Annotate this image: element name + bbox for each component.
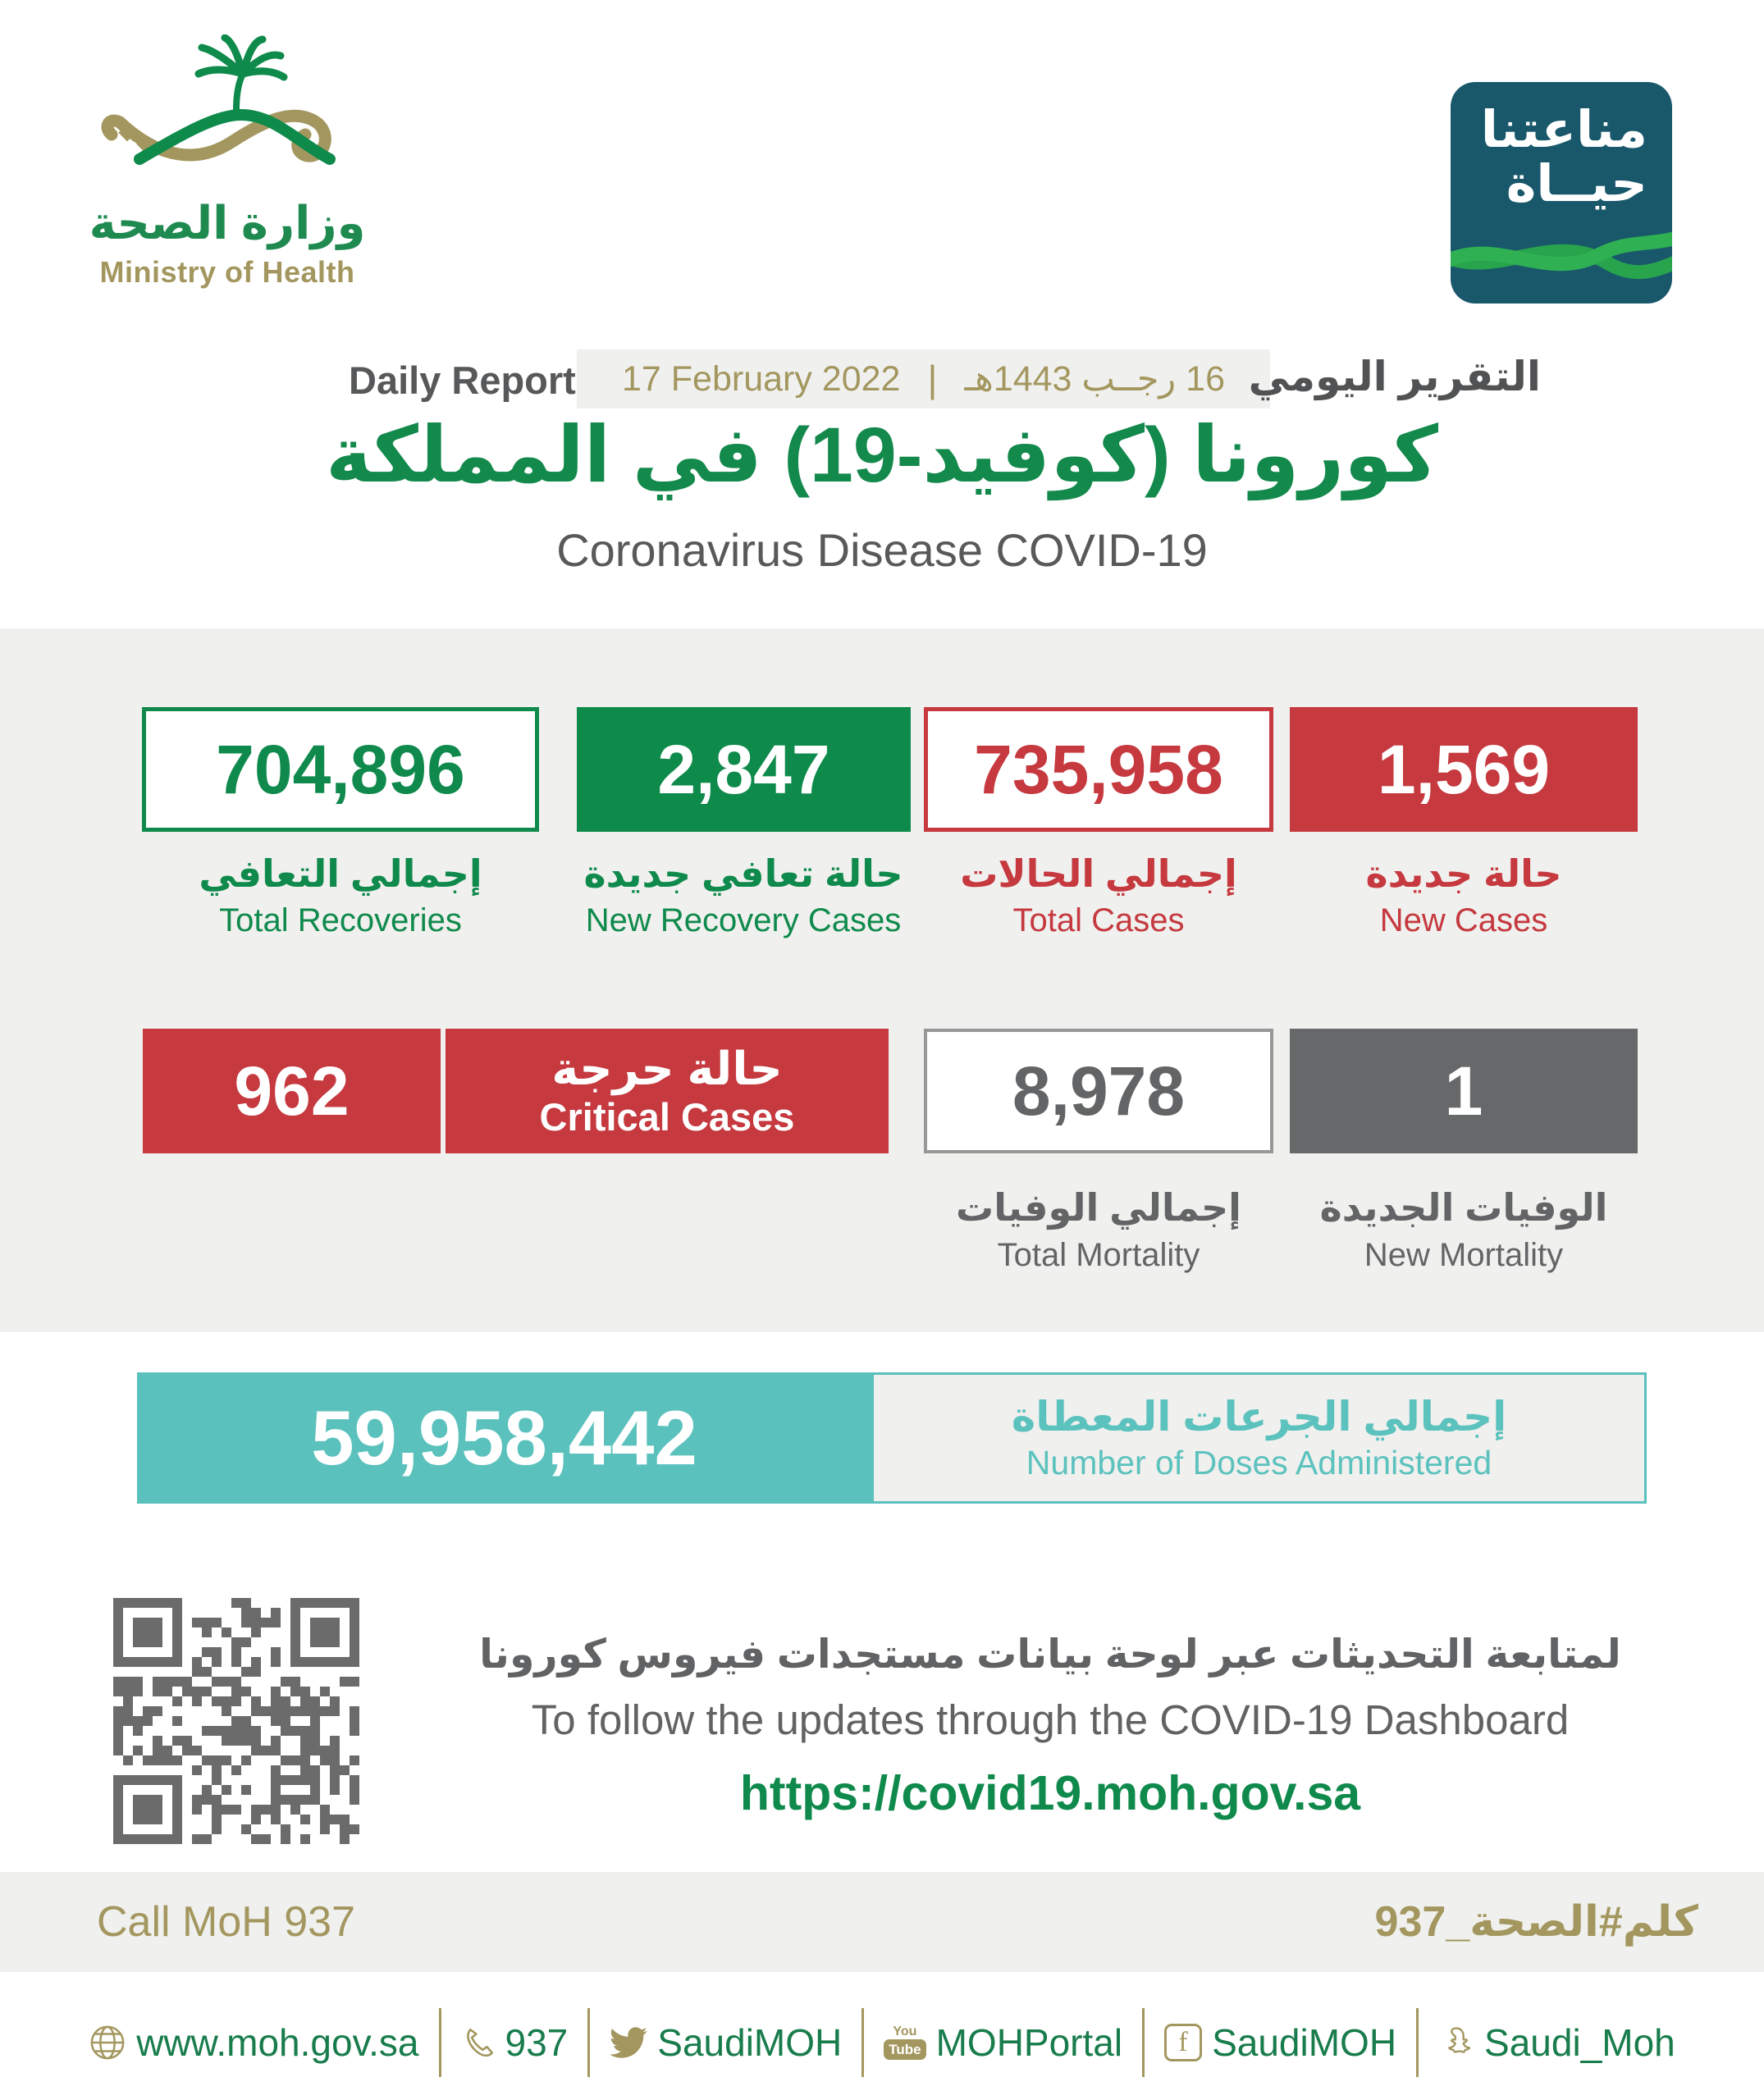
immunity-badge-line1: مناعتنا bbox=[1480, 102, 1647, 158]
doses-label-en: Number of Doses Administered bbox=[1026, 1443, 1492, 1481]
immunity-badge-text bbox=[1481, 103, 1647, 211]
footer-item-label: MOHPortal bbox=[935, 2021, 1123, 2064]
footer-item-label: www.moh.gov.sa bbox=[136, 2021, 419, 2064]
footer-divider bbox=[1142, 2008, 1145, 2077]
footer-item-website[interactable] bbox=[89, 2020, 418, 2065]
footer-social-bar bbox=[0, 2008, 1764, 2077]
footer-item-phone[interactable] bbox=[461, 2020, 569, 2065]
moh-logo-arabic: وزارة الصحة bbox=[89, 197, 366, 249]
footer-item-label: 937 bbox=[505, 2021, 569, 2064]
youtube-icon: You Tube bbox=[884, 2025, 925, 2060]
qr-code bbox=[113, 1598, 359, 1844]
new-recovery-cases-value: 2,847 bbox=[577, 707, 911, 832]
new-recovery-cases-label-en: New Recovery Cases bbox=[585, 902, 902, 938]
immunity-badge-line2: حيــاة bbox=[1506, 155, 1647, 212]
new-recovery-cases-label-ar: حالة تعافي جديدة bbox=[583, 852, 903, 895]
footer-item-label: SaudiMOH bbox=[1212, 2021, 1397, 2064]
new-cases-label-en: New Cases bbox=[1379, 902, 1548, 938]
critical-cases-label-ar: حالة حرجة bbox=[551, 1042, 783, 1094]
moh-logo bbox=[75, 34, 379, 290]
footer-item-facebook[interactable] bbox=[1164, 2020, 1396, 2065]
dashboard-line-en: To follow the updates through the COVID-19 Dashboard bbox=[531, 1696, 1570, 1743]
total-mortality-label-ar: إجمالي الوفيات bbox=[956, 1186, 1241, 1229]
footer-item-youtube[interactable] bbox=[884, 2020, 1122, 2065]
new-mortality-value: 1 bbox=[1290, 1029, 1638, 1153]
total-recoveries-label-en: Total Recoveries bbox=[219, 902, 462, 938]
footer-item-snapchat[interactable] bbox=[1438, 2020, 1675, 2065]
call-moh-label-en: Call MoH 937 bbox=[97, 1898, 356, 1946]
dashboard-url-link[interactable]: https://covid19.moh.gov.sa bbox=[739, 1766, 1361, 1820]
doses-label-ar: إجمالي الجرعات المعطاة bbox=[1011, 1393, 1507, 1440]
footer-divider bbox=[439, 2008, 441, 2077]
immunity-life-badge bbox=[1451, 82, 1672, 304]
total-recoveries-label-ar: إجمالي التعافي bbox=[199, 852, 482, 895]
total-recoveries-value: 704,896 bbox=[142, 707, 539, 832]
footer-item-label: SaudiMOH bbox=[657, 2021, 843, 2064]
daily-report-label-en: Daily Report bbox=[349, 358, 576, 402]
footer-divider bbox=[861, 2008, 864, 2077]
doses-administered-value: 59,958,442 bbox=[137, 1372, 871, 1504]
gregorian-date: 17 February 2022 bbox=[622, 358, 901, 399]
critical-cases-label-en: Critical Cases bbox=[539, 1094, 795, 1139]
total-mortality-value: 8,978 bbox=[924, 1029, 1273, 1153]
moh-logo-english: Ministry of Health bbox=[99, 255, 355, 289]
footer-divider bbox=[1416, 2008, 1419, 2077]
critical-cases-value: 962 bbox=[143, 1029, 441, 1153]
moh-emblem-icon bbox=[92, 34, 363, 194]
doses-administered-label-box bbox=[871, 1372, 1647, 1504]
new-cases-value: 1,569 bbox=[1290, 707, 1638, 832]
new-mortality-label-ar: الوفيات الجديدة bbox=[1319, 1186, 1608, 1229]
hijri-date: 16 رجــب 1443هـ bbox=[964, 359, 1225, 399]
globe-icon bbox=[89, 2024, 126, 2061]
dashboard-info bbox=[386, 1631, 1715, 1821]
page-title-arabic: كورونا (كوفيد-19) في المملكة bbox=[326, 412, 1438, 499]
date-pill bbox=[577, 349, 1270, 409]
footer-divider bbox=[587, 2008, 590, 2077]
call-moh-hashtag-ar: كلم#الصحة_937 bbox=[1374, 1898, 1698, 1946]
dashboard-line-ar: لمتابعة التحديثات عبر لوحة بيانات مستجدات فيروس كورونا bbox=[479, 1632, 1621, 1677]
total-cases-value: 735,958 bbox=[924, 707, 1273, 832]
footer-item-twitter[interactable] bbox=[610, 2020, 842, 2065]
phone-icon bbox=[461, 2025, 496, 2060]
page-title-english: Coronavirus Disease COVID-19 bbox=[556, 524, 1208, 576]
facebook-icon: f bbox=[1164, 2024, 1202, 2061]
footer-item-label: Saudi_Moh bbox=[1484, 2021, 1675, 2064]
date-divider: | bbox=[927, 358, 938, 400]
twitter-icon bbox=[610, 2024, 647, 2061]
new-cases-label-ar: حالة جديدة bbox=[1365, 852, 1562, 895]
snapchat-icon bbox=[1438, 2025, 1474, 2061]
total-cases-label-ar: إجمالي الحالات bbox=[960, 852, 1237, 895]
total-cases-label-en: Total Cases bbox=[1012, 902, 1185, 938]
total-mortality-label-en: Total Mortality bbox=[997, 1237, 1200, 1273]
critical-cases-label-box bbox=[446, 1029, 889, 1153]
new-mortality-label-en: New Mortality bbox=[1364, 1237, 1564, 1273]
wave-icon bbox=[1451, 221, 1672, 292]
daily-report-label-ar: التقرير اليومي bbox=[1248, 354, 1541, 399]
